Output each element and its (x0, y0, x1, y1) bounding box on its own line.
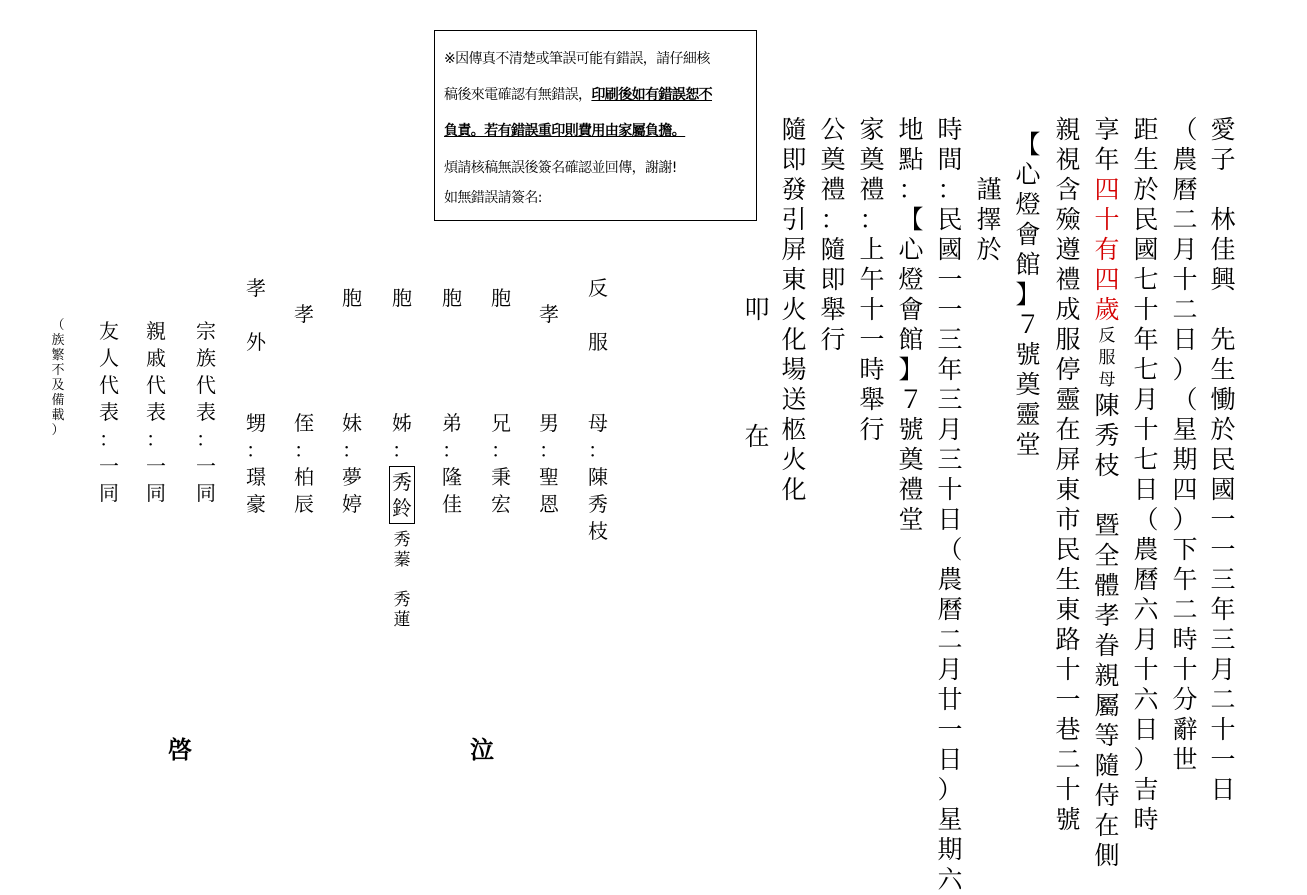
mourner-role: 胞 (392, 286, 412, 310)
mourner-column (437, 275, 467, 518)
mourner-role: 反 服 (588, 276, 608, 354)
notice-line-5: 如無錯誤請簽名: (444, 190, 542, 206)
mourner-relation: 甥 ： (246, 411, 266, 462)
mourner-column (486, 275, 516, 518)
mourner-names: 隆 佳 (442, 465, 462, 516)
mourner-relation: 侄 ： (294, 411, 314, 462)
mourner-role: 胞 (442, 286, 462, 310)
mourner-role: 胞 (491, 286, 511, 310)
mourner-column (289, 275, 319, 518)
announcement-col-3: 距 生 於 民 國 七 十 年 七 月 十 七 日 （ 農 曆 六 月 十 六 日 ） 吉 時 (1133, 115, 1159, 834)
mourner-column (387, 275, 417, 630)
notice-line-3: 負責。若有錯誤重印則費用由家屬負擔。 (444, 123, 686, 139)
mourner-relation: 母 ： (588, 411, 608, 462)
proof-notice-box (434, 30, 757, 221)
schedule-place: 地 點 ： 【 心 燈 會 館 】 ７ 號 奠 禮 堂 (898, 115, 924, 534)
notice-line-1: ※因傳真不清楚或筆誤可能有錯誤，請仔細核 (444, 51, 710, 67)
closing-qi2: 啓 (168, 736, 192, 764)
announcement-col-1: 愛 子 林 佳 興 先 生 慟 於 民 國 一 一 三 年 三 月 二 十 一 日 (1210, 115, 1236, 804)
closing-kou: 叩 (744, 295, 770, 324)
mourner-column (241, 275, 271, 518)
mourner-relation: 姊 ： (392, 411, 412, 462)
schedule-family-rite: 家 奠 禮 ： 上 午 十 一 時 舉 行 (859, 115, 885, 444)
mourner-role: 孝 (294, 302, 314, 326)
notice-line-2: 稿後來電確認有無錯誤，印刷後如有錯誤恕不 (444, 87, 713, 103)
mourner-column (534, 275, 564, 518)
schedule-time: 時 間 ： 民 國 一 一 三 年 三 月 三 十 日 （ 農 曆 二 月 廿 一 日 ） 星 期 六 (937, 115, 963, 894)
mourner-names: 秀 鈴 (389, 466, 415, 524)
mourner-relation: 妹 ： (342, 411, 362, 462)
mourner-names: 柏 辰 (294, 465, 314, 516)
age-value: 四 十 有 四 歲 (1094, 175, 1120, 324)
mourner-names: 秉 宏 (491, 465, 511, 516)
family-note: （ 族 繁 不 及 備 載 ） (51, 318, 65, 438)
mourner-role: 胞 (342, 286, 362, 310)
announcement-col-6: 【 心 燈 會 館 】 ７ 號 奠 靈 堂 (1015, 130, 1041, 459)
mourner-column: 宗 族 代 表 ： 一 同 (196, 319, 216, 505)
mourner-relation: 男 ： (539, 411, 559, 462)
mourner-role: 孝 (539, 302, 559, 326)
announcement-col-5: 親 視 含 殮 遵 禮 成 服 停 靈 在 屏 東 市 民 生 東 路 十 一 巷 二 十 號 (1055, 115, 1081, 834)
notice-line-4: 煩請核稿無誤後簽名確認並回傳，謝謝! (444, 160, 677, 176)
relation-small: 反 服 母 (1098, 326, 1116, 390)
mourner-names: 聖 恩 (539, 465, 559, 516)
schedule-cremation: 隨 即 發 引 屏 東 火 化 場 送 柩 火 化 (781, 115, 807, 504)
mourner-role: 孝 外 (246, 276, 266, 354)
mourner-extra-names: 秀 蓁 秀 蓮 (393, 530, 411, 630)
announcement-col-2: （ 農 曆 二 月 十 二 日 ） （ 星 期 四 ） 下 午 二 時 十 分 辭 世 (1172, 115, 1198, 774)
mourner-names: 陳 秀 枝 (588, 465, 608, 543)
mourner-column (337, 275, 367, 518)
mourner-relation: 兄 ： (491, 411, 511, 462)
schedule-public-rite: 公 奠 禮 ： 隨 即 舉 行 (820, 115, 846, 354)
announcement-col-4 (1092, 115, 1122, 871)
age-suffix: 陳 秀 枝 暨 全 體 孝 眷 親 屬 等 隨 侍 在 側 (1094, 391, 1120, 870)
mourner-column: 友 人 代 表 ： 一 同 (99, 319, 119, 505)
age-prefix: 享 年 (1094, 115, 1120, 174)
closing-zai: 在 (744, 422, 770, 451)
mourner-names: 璟 豪 (246, 465, 266, 516)
mourner-relation: 弟 ： (442, 411, 462, 462)
mourner-names: 夢 婷 (342, 465, 362, 516)
mourner-column: 親 戚 代 表 ： 一 同 (146, 319, 166, 505)
announcement-col-7: 謹 擇 於 (976, 175, 1002, 264)
mourner-column (583, 275, 613, 545)
closing-qi: 泣 (470, 736, 494, 764)
